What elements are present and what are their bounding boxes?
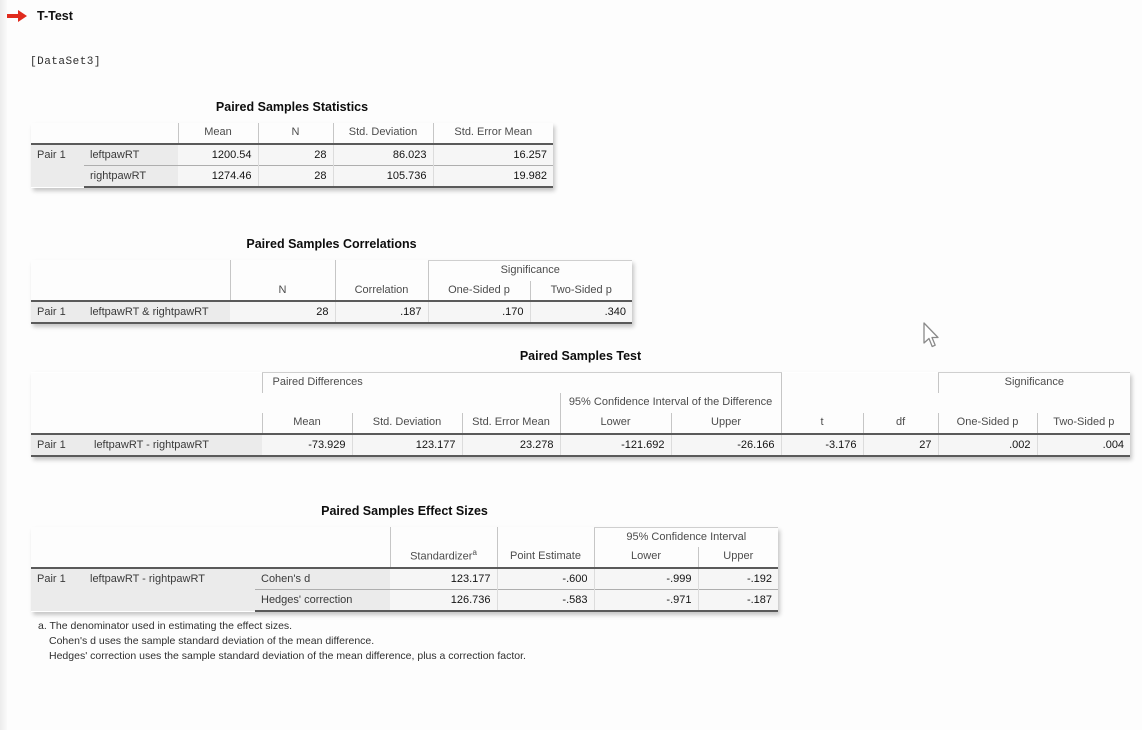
viewer-left-edge <box>0 0 7 730</box>
test-ci-lower: -121.692 <box>560 434 671 456</box>
effect-method-2: Hedges' correction <box>255 590 390 612</box>
effect-header-upper: Upper <box>698 547 778 568</box>
correlations-header-correlation: Correlation <box>335 260 428 301</box>
statistics-group-label: Pair 1 <box>31 144 84 187</box>
dataset-label: [DataSet3] <box>30 56 102 68</box>
correlations-table-title: Paired Samples Correlations <box>246 236 417 251</box>
test-header-one-sided: One-Sided p <box>938 413 1037 434</box>
correlations-one-sided-p: .170 <box>428 301 530 323</box>
effect-header-blank <box>31 527 390 568</box>
paired-samples-correlations-table[interactable] <box>31 260 632 325</box>
effect-group-label: Pair 1 <box>31 568 84 611</box>
test-sem: 23.278 <box>462 434 560 456</box>
test-header-blank-sig <box>938 393 1130 413</box>
test-header-ci: 95% Confidence Interval of the Difference <box>560 393 781 413</box>
table-row <box>31 144 553 166</box>
statistics-sem-1: 16.257 <box>433 144 553 166</box>
effect-point-2: -.583 <box>497 590 594 612</box>
effect-lower-2: -.971 <box>594 590 698 612</box>
test-header-sd: Std. Deviation <box>352 413 462 434</box>
test-two-sided-p: .004 <box>1037 434 1130 456</box>
statistics-mean-1: 1200.54 <box>178 144 258 166</box>
statistics-sd-2: 105.736 <box>333 165 433 187</box>
correlations-header-two-sided: Two-Sided p <box>530 281 632 302</box>
statistics-header-mean: Mean <box>178 123 258 144</box>
paired-samples-test-table[interactable] <box>31 372 1130 456</box>
section-title: T-Test <box>37 9 73 23</box>
test-header-upper: Upper <box>671 413 781 434</box>
effect-header-ci: 95% Confidence Interval <box>594 527 778 547</box>
table-row <box>31 165 553 187</box>
statistics-header-blank <box>31 123 178 144</box>
mouse-cursor-icon <box>920 322 940 350</box>
footnote-line-3: Hedges' correction uses the sample standard deviation of the mean difference, plus a correction factor. <box>49 649 526 662</box>
correlations-n: 28 <box>230 301 335 323</box>
correlations-header-one-sided: One-Sided p <box>428 281 530 302</box>
correlations-header-significance: Significance <box>428 260 632 280</box>
test-header-significance: Significance <box>938 373 1130 393</box>
paired-samples-statistics-block <box>31 100 553 188</box>
table-row <box>31 568 778 590</box>
paired-samples-effect-sizes-block <box>31 504 778 613</box>
paired-samples-statistics-table[interactable] <box>31 123 553 188</box>
test-header-mean: Mean <box>262 413 352 434</box>
effect-variables: leftpawRT - rightpawRT <box>84 568 255 611</box>
standardizer-footnote-mark: a <box>472 547 477 557</box>
statistics-sd-1: 86.023 <box>333 144 433 166</box>
statistics-variable-1: leftpawRT <box>84 144 178 166</box>
test-header-paired-differences: Paired Differences <box>262 373 781 393</box>
effect-header-lower: Lower <box>594 547 698 568</box>
effect-header-point-estimate: Point Estimate <box>497 527 594 568</box>
correlations-group-label: Pair 1 <box>31 301 84 323</box>
test-table-title: Paired Samples Test <box>519 349 642 364</box>
effect-upper-2: -.187 <box>698 590 778 612</box>
statistics-n-1: 28 <box>258 144 333 166</box>
effect-header-standardizer <box>390 527 497 568</box>
test-header-df: df <box>863 413 938 434</box>
test-header-blank-left <box>262 393 560 413</box>
statistics-mean-2: 1274.46 <box>178 165 258 187</box>
effect-sizes-footnote <box>38 619 1142 664</box>
test-variables: leftpawRT - rightpawRT <box>88 434 262 456</box>
standardizer-label: Standardizer <box>410 550 473 563</box>
test-df-value: 27 <box>863 434 938 456</box>
effect-lower-1: -.999 <box>594 568 698 590</box>
correlations-header-blank <box>31 260 230 301</box>
effect-point-1: -.600 <box>497 568 594 590</box>
effect-upper-1: -.192 <box>698 568 778 590</box>
table-row <box>31 434 1130 456</box>
statistics-header-sd: Std. Deviation <box>333 123 433 144</box>
test-sd: 123.177 <box>352 434 462 456</box>
test-t-value: -3.176 <box>781 434 863 456</box>
test-mean: -73.929 <box>262 434 352 456</box>
test-one-sided-p: .002 <box>938 434 1037 456</box>
effect-standardizer-2: 126.736 <box>390 590 497 612</box>
statistics-table-title: Paired Samples Statistics <box>215 100 369 114</box>
statistics-header-sem: Std. Error Mean <box>433 123 553 144</box>
test-header-lower: Lower <box>560 413 671 434</box>
outline-arrow-icon[interactable] <box>7 9 27 23</box>
statistics-header-n: N <box>258 123 333 144</box>
effect-sizes-table-title: Paired Samples Effect Sizes <box>321 503 488 518</box>
test-header-two-sided: Two-Sided p <box>1037 413 1130 434</box>
paired-samples-test-block <box>31 349 1130 456</box>
statistics-sem-2: 19.982 <box>433 165 553 187</box>
output-section-header <box>0 0 1142 23</box>
correlations-value: .187 <box>335 301 428 323</box>
effect-standardizer-1: 123.177 <box>390 568 497 590</box>
statistics-n-2: 28 <box>258 165 333 187</box>
correlations-variables: leftpawRT & rightpawRT <box>84 301 230 323</box>
test-header-sem: Std. Error Mean <box>462 413 560 434</box>
statistics-variable-2: rightpawRT <box>84 165 178 187</box>
paired-samples-effect-sizes-table[interactable] <box>31 527 778 613</box>
test-header-blank <box>31 373 262 434</box>
test-header-blank-tdf <box>781 373 938 413</box>
correlations-header-n: N <box>230 260 335 301</box>
paired-samples-correlations-block <box>31 237 632 325</box>
table-row <box>31 301 632 323</box>
test-ci-upper: -26.166 <box>671 434 781 456</box>
footnote-line-1: a. The denominator used in estimating the effect sizes. <box>38 620 293 632</box>
correlations-two-sided-p: .340 <box>530 301 632 323</box>
effect-method-1: Cohen's d <box>255 568 390 590</box>
test-header-t: t <box>781 413 863 434</box>
footnote-line-2: Cohen's d uses the sample standard deviation of the mean difference. <box>49 634 375 647</box>
test-group-label: Pair 1 <box>31 434 88 456</box>
